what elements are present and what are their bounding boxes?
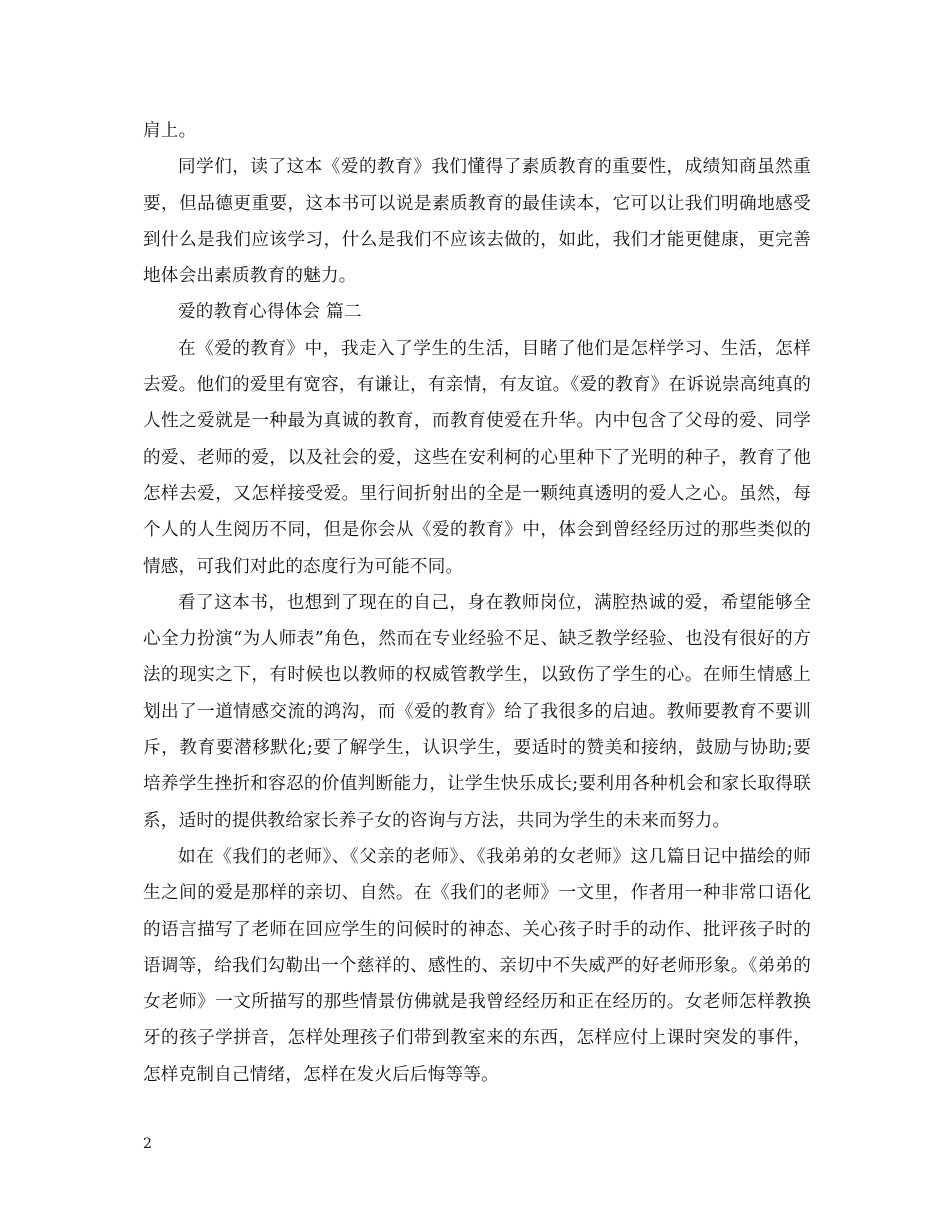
paragraph-reading-experience: 在《爱的教育》中，我走入了学生的生活，目睹了他们是怎样学习、生活，怎样去爱。他们的爱里有宽容，有谦让，有亲情，有友谊。《爱的教育》在诉说崇高纯真的人性之爱就是一种最为真诚的教育，而教育使爱在升华。内中包含了父母的爱、同学的爱、老师的爱，以及社会的爱，这些在安利柯的心里种下了光明的种子，教育了他怎样去爱，又怎样接受爱。里行间折射出的全是一颗纯真透明的爱人之心。虽然，每个人的人生阅历不同，但是你会从《爱的教育》中，体会到曾经经历过的那些类似的情感，可我们对此的态度行为可能不同。: [143, 338, 811, 577]
page-number: 2: [143, 1136, 152, 1152]
document-body: [143, 113, 811, 1093]
paragraph-summary: 同学们，读了这本《爱的教育》我们懂得了素质教育的重要性，成绩知商虽然重要，但品德更重要，这本书可以说是素质教育的最佳读本，它可以让我们明确地感受到什么是我们应该学习，什么是我们不应该去做的，如此，我们才能更健康，更完善地体会出素质教育的魅力。: [143, 157, 811, 287]
paragraph-teacher-reflection: 看了这本书，也想到了现在的自己，身在教师岗位，满腔热诚的爱，希望能够全心全力扮演“为人师表”角色，然而在专业经验不足、缺乏教学经验、也没有很好的方法的现实之下，有时候也以教师的权威管教学生，以致伤了学生的心。在师生情感上划出了一道情感交流的鸿沟，而《爱的教育》给了我很多的启迪。教师要教育不要训斥，教育要潜移默化;要了解学生，认识学生，要适时的赞美和接纳，鼓励与协助;要培养学生挫折和容忍的价值判断能力，让学生快乐成长;要利用各种机会和家长取得联系，适时的提供教给家长养子女的咨询与方法，共同为学生的未来而努力。: [143, 592, 811, 831]
section-heading: 爱的教育心得体会 篇二: [178, 302, 362, 323]
paragraph-continuation: 肩上。: [143, 121, 197, 141]
paragraph-diary-examples: 如在《我们的老师》、《父亲的老师》、《我弟弟的女老师》这几篇日记中描绘的师生之间的爱是那样的亲切、自然。在《我们的老师》一文里，作者用一种非常口语化的语言描写了老师在回应学生的问候时的神态、关心孩子时手的动作、批评孩子时的语调等，给我们勾勒出一个慈祥的、感性的、亲切中不失威严的好老师形象。《弟弟的女老师》一文所描写的那些情景仿佛就是我曾经经历和正在经历的。女老师怎样教换牙的孩子学拼音，怎样处理孩子们带到教室来的东西，怎样应付上课时突发的事件，怎样克制自己情绪，怎样在发火后后悔等等。: [143, 846, 811, 1085]
